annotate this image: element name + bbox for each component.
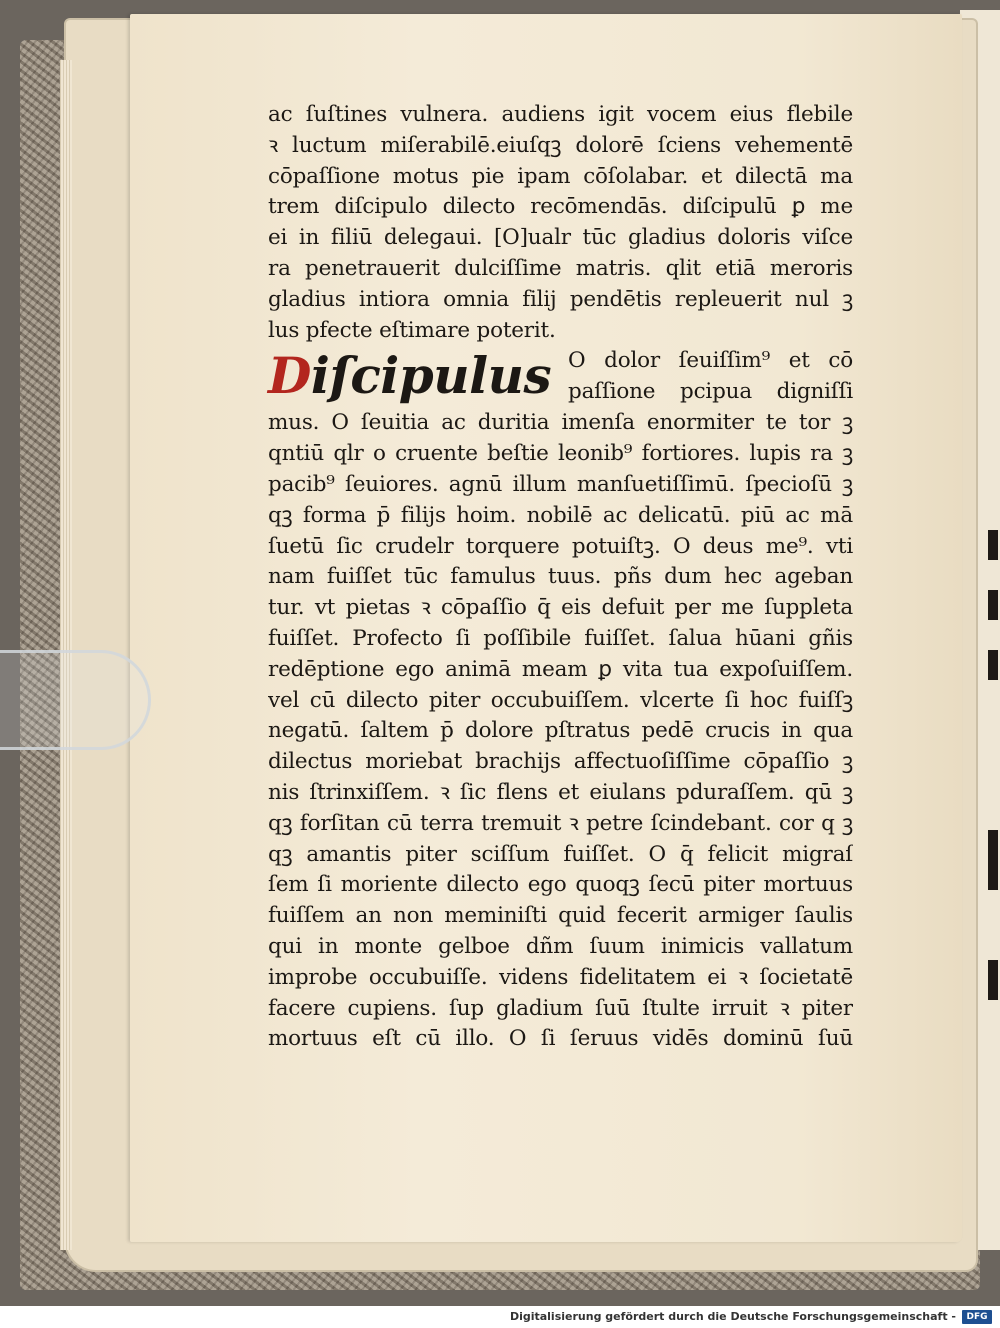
text-line: improbe occubuiſſe. videns fidelitatem ei ꝛ ſocietatē bbox=[268, 964, 853, 990]
text-line: ac ſuſtines vulnera. audiens igit vocem eius flebile bbox=[268, 102, 853, 127]
heading-row bbox=[268, 346, 853, 408]
text-line: qꝫ amantis piter sciſſum fuiſſet. O q̄ felicit migraſ bbox=[268, 841, 853, 867]
text-line: lus pfecte eſtimare poterit. bbox=[268, 317, 556, 343]
page-text-block bbox=[268, 100, 853, 1055]
text-line: mortuus eſt cū illo. O ſi ſeruus vidēs dominū ſuū bbox=[268, 1026, 853, 1052]
text-line: dilectus moriebat brachijs affectuoſiſſime cōpaſſio ꝫ bbox=[268, 749, 853, 775]
text-before-heading bbox=[268, 100, 853, 346]
text-line: nis ſtrinxiſſem. ꝛ ſic flens et eiulans pduraſſem. qū ꝫ bbox=[268, 779, 853, 805]
text-line: mus. O ſeuitia ac duritia imenſa enormiter te tor ꝫ bbox=[268, 410, 853, 436]
text-line: qntiū qlr o cruente beſtie leonib⁹ fortiores. lupis ra ꝫ bbox=[268, 441, 853, 467]
text-line: qꝫ forſitan cū terra tremuit ꝛ petre ſcindebant. cor q ꝫ bbox=[268, 810, 853, 836]
heading-rest: iſcipulus bbox=[310, 346, 552, 406]
text-line: trem diſcipulo dilecto recōmendās. diſcipulū ꝑ me bbox=[268, 194, 853, 220]
text-line: gladius intiora omnia filij pendētis repleuerit nul ꝫ bbox=[268, 286, 853, 312]
text-after-heading bbox=[268, 408, 853, 1055]
text-line: fuiſſet. Profecto ſi poſſibile fuiſſet. ſalua hūani gñis bbox=[268, 625, 853, 651]
text-line: qꝫ forma p̄ filijs hoim. nobilē ac delicatū. piū ac mā bbox=[268, 502, 853, 528]
text-line: ꝛ luctum miſerabilē.eiuſqꝫ dolorē ſciens vehementē bbox=[268, 132, 853, 158]
text-line: ei in filiū delegaui. [O]ualr tūc gladius doloris viſce bbox=[268, 225, 853, 251]
text-line: cōpaſſione motus pie ipam cōſolabar. et dilectā ma bbox=[268, 163, 853, 189]
text-line: ſuetū ſic crudelr torquere potuiſtꝫ. O deus me⁹. vti bbox=[268, 533, 853, 559]
text-line: tur. vt pietas ꝛ cōpaſſio q̄ eis defuit per me ſuppleta bbox=[268, 595, 853, 621]
facing-page-text-fragment bbox=[988, 530, 998, 560]
text-line: paſſione pcipua digniſſi bbox=[568, 379, 853, 405]
book-page bbox=[130, 14, 962, 1242]
dfg-logo: DFG bbox=[962, 1310, 992, 1324]
heading-side-text bbox=[568, 346, 853, 408]
text-line: redēptione ego animā meam ꝑ vita tua expoſuiſſem. bbox=[268, 656, 853, 682]
facing-page-text-fragment bbox=[988, 960, 998, 1000]
facing-page-text-fragment bbox=[988, 830, 998, 890]
text-line: qui in monte gelboe dñm ſuum inimicis vallatum bbox=[268, 933, 853, 959]
text-line: nam fuiſſet tūc famulus tuus. pñs dum hec ageban bbox=[268, 564, 853, 590]
text-line: facere cupiens. ſup gladium ſuū ſtulte irruit ꝛ piter bbox=[268, 995, 853, 1021]
text-line: O dolor ſeuiſſim⁹ et cō bbox=[568, 348, 853, 374]
text-line: pacib⁹ ſeuiores. agnū illum manſuetiſſimū. ſpecioſū ꝫ bbox=[268, 471, 853, 497]
text-line: ſem ſi moriente dilecto ego quoqꝫ ſecū piter mortuus bbox=[268, 872, 853, 898]
text-line: vel cū dilecto piter occubuiſſem. vlcerte ſi hoc fuiſſꝫ bbox=[268, 687, 853, 713]
footer-bar bbox=[0, 1306, 1000, 1328]
heading-discipulus bbox=[268, 348, 551, 404]
heading-initial: D bbox=[268, 346, 311, 406]
page-clip bbox=[0, 650, 151, 750]
text-line: negatū. ſaltem p̄ dolore pſtratus pedē crucis in qua bbox=[268, 718, 853, 744]
text-line: ra penetrauerit dulciſſime matris. qlit etiā meroris bbox=[268, 255, 853, 281]
text-line: fuiſſem an non meminiſti quid fecerit armiger ſaulis bbox=[268, 903, 853, 929]
facing-page-text-fragment bbox=[988, 590, 998, 620]
facing-page-text-fragment bbox=[988, 650, 998, 680]
funding-credit: Digitalisierung gefördert durch die Deutsche Forschungsgemeinschaft - bbox=[509, 1310, 956, 1323]
